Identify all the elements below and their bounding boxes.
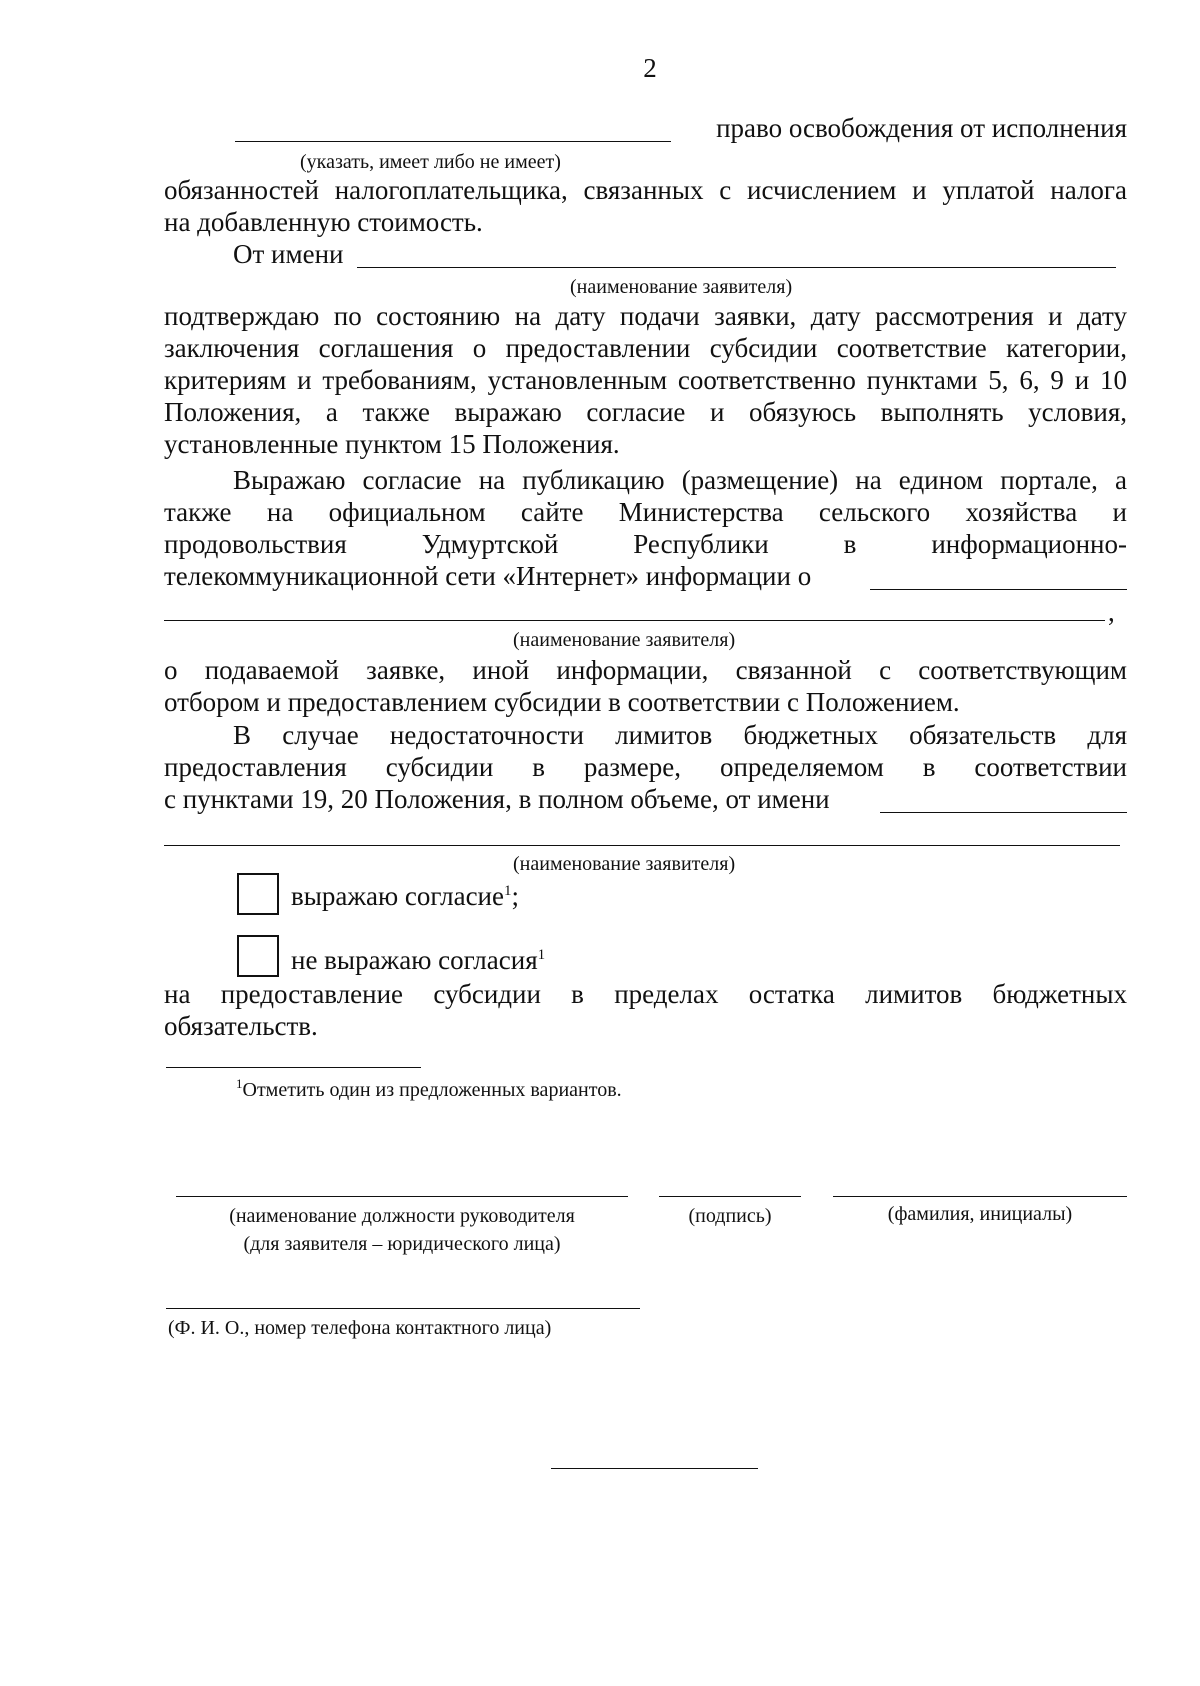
consent-option <box>291 880 519 912</box>
signature-hint: (подпись) <box>688 1205 772 1227</box>
no-consent-option-label: не выражаю согласия <box>291 945 538 975</box>
publication-after-line: отбором и предоставлением субсидии в соответствии с Положением. <box>164 687 960 717</box>
applicant-name-hint: (наименование заявителя) <box>570 276 793 298</box>
position-hint: (наименование должности руководителя <box>229 1205 575 1227</box>
consent-option-label: выражаю согласие <box>291 881 504 911</box>
limits-name-blank <box>880 812 1127 813</box>
publication-after-line: о подаваемой заявке, иной информации, связанной с соответствующим <box>164 655 1127 685</box>
publication-comma: , <box>1108 597 1115 627</box>
no-consent-option <box>291 944 545 976</box>
contact-hint: (Ф. И. О., номер телефона контактного лица) <box>168 1317 552 1339</box>
confirm-line: подтверждаю по состоянию на дату подачи заявки, дату рассмотрения и дату <box>164 301 1127 331</box>
options-after-line: на предоставление субсидии в пределах остатка лимитов бюджетных <box>164 979 1127 1009</box>
publication-line: также на официальном сайте Министерства сельского хозяйства и <box>164 497 1127 527</box>
limits-line: с пунктами 19, 20 Положения, в полном объеме, от имени <box>164 784 830 814</box>
confirm-line: критериям и требованиям, установленным соответственно пунктами 5, 6, 9 и 10 <box>164 365 1127 395</box>
signature-blank <box>659 1196 801 1197</box>
confirm-line: установленные пунктом 15 Положения. <box>164 429 620 459</box>
applicant-name-blank <box>357 267 1116 268</box>
tax-status-blank <box>235 141 671 142</box>
publication-line: Выражаю согласие на публикацию (размещение) на едином портале, а <box>233 465 1127 495</box>
publication-name-blank <box>870 589 1127 590</box>
confirm-line: заключения соглашения о предоставлении субсидии соответствие категории, <box>164 333 1127 363</box>
tax-status-text: право освобождения от исполнения <box>716 113 1127 143</box>
tax-clause-line: на добавленную стоимость. <box>164 207 483 237</box>
end-divider <box>551 1468 758 1469</box>
name-blank <box>833 1196 1127 1197</box>
limits-name-hint: (наименование заявителя) <box>513 853 736 875</box>
publication-line: продовольствия Удмуртской Республики в информационно- <box>164 529 1127 559</box>
position-blank <box>176 1196 628 1197</box>
footnote-text: Отметить один из предложенных вариантов. <box>242 1079 622 1101</box>
page-number: 2 <box>643 53 657 83</box>
tax-clause-line: обязанностей налогоплательщика, связанных с исчислением и уплатой налога <box>164 175 1127 205</box>
publication-name-hint: (наименование заявителя) <box>513 629 736 651</box>
name-hint: (фамилия, инициалы) <box>887 1203 1073 1225</box>
tax-status-hint: (указать, имеет либо не имеет) <box>300 151 561 173</box>
option-suffix: ; <box>511 881 520 911</box>
position-hint: (для заявителя – юридического лица) <box>243 1233 561 1255</box>
confirm-line: Положения, а также выражаю согласие и обязуюсь выполнять условия, <box>164 397 1127 427</box>
footnote-mark: 1 <box>236 1076 243 1091</box>
limits-line: В случае недостаточности лимитов бюджетных обязательств для <box>233 720 1127 750</box>
footnote-ref: 1 <box>537 947 546 963</box>
footnote-ref: 1 <box>504 883 512 899</box>
consent-checkbox[interactable] <box>237 873 279 915</box>
options-after-line: обязательств. <box>164 1011 318 1041</box>
footnote-separator <box>166 1067 421 1068</box>
contact-blank <box>166 1308 640 1309</box>
publication-name-blank <box>164 620 1105 621</box>
on-behalf-label: От имени <box>233 239 344 269</box>
publication-line: телекоммуникационной сети «Интернет» информации о <box>164 561 812 591</box>
limits-name-blank <box>164 845 1120 846</box>
limits-line: предоставления субсидии в размере, определяемом в соответствии <box>164 752 1127 782</box>
footnote <box>236 1078 622 1102</box>
no-consent-checkbox[interactable] <box>237 935 279 977</box>
